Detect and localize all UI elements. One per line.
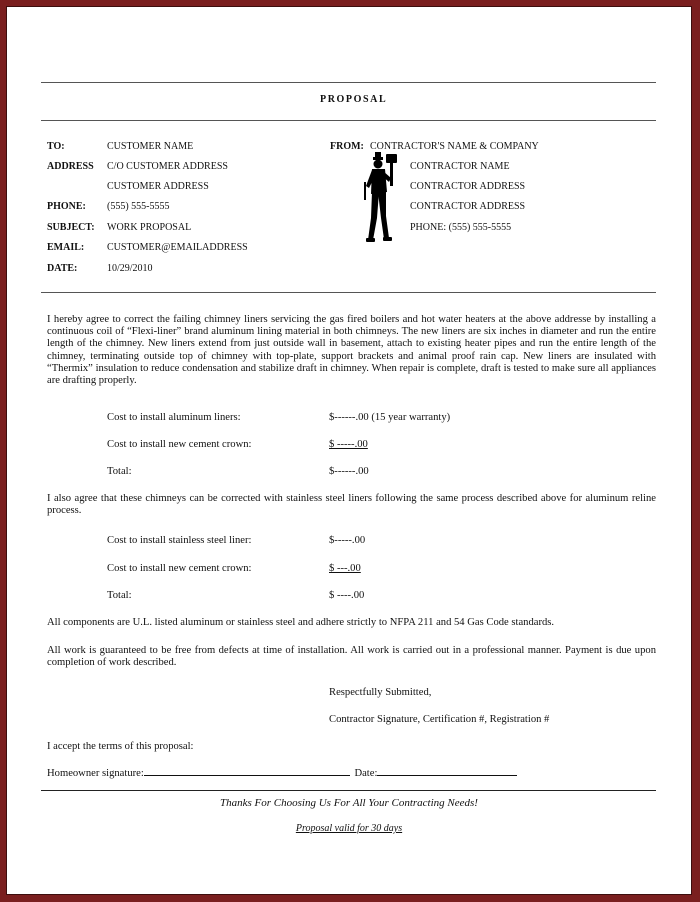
cost2-amount-2: $ ----.00 [329,590,365,601]
cost1-label-1: Cost to install new cement crown: [107,439,252,450]
phone-value: (555) 555-5555 [107,201,170,212]
subject-label: SUBJECT: [47,222,95,233]
header-rule [41,292,656,293]
top-rule [41,82,656,83]
date-value: 10/29/2010 [107,263,153,274]
contractor-signature-line: Contractor Signature, Certification #, Registration # [329,714,550,725]
paragraph-3: All components are U.L. listed aluminum or stainless steel and adhere strictly to NFPA 211 and 54 Gas Code standards. [47,617,555,628]
homeowner-signature-label: Homeowner signature: [47,768,144,779]
from-label: FROM: [330,141,364,152]
date-label: DATE: [47,263,78,274]
address-line1: C/O CUSTOMER ADDRESS [107,161,228,172]
homeowner-signature-field[interactable] [144,775,350,776]
cost2-label-1: Cost to install new cement crown: [107,563,252,574]
to-label: TO: [47,141,65,152]
footer-rule [41,790,656,791]
accept-text: I accept the terms of this proposal: [47,741,194,752]
cost1-amount-1: $ -----.00 [329,439,368,450]
validity-text: Proposal valid for 30 days [295,823,403,834]
cost2-label-0: Cost to install stainless steel liner: [107,535,252,546]
cost2-label-2: Total: [107,590,132,601]
cost2-amount-0: $-----.00 [329,535,366,546]
cost2-amount-1: $ ---.00 [329,563,361,574]
email-value: CUSTOMER@EMAILADDRESS [107,242,248,253]
address-line2: CUSTOMER ADDRESS [107,181,209,192]
to-value: CUSTOMER NAME [107,141,194,152]
cost1-amount-0: $------.00 (15 year warranty) [329,412,451,423]
cost1-label-2: Total: [107,466,132,477]
document-page [7,7,691,894]
phone-label: PHONE: [47,201,86,212]
closing-text: Respectfully Submitted, [329,687,432,698]
email-label: EMAIL: [47,242,85,253]
paragraph-4: All work is guaranteed to be free from defects at time of installation. All work is carried out in a professional manner. Payment is due upon completion of work described. [47,645,656,669]
document-title: PROPOSAL [320,94,388,105]
date-signature-field[interactable] [377,775,517,776]
contractor-address-1: CONTRACTOR ADDRESS [410,181,526,192]
contractor-phone: PHONE: (555) 555-5555 [410,222,512,233]
cost1-amount-2: $------.00 [329,466,369,477]
date-field-label: Date: [354,768,378,779]
paragraph-1: I hereby agree to correct the failing chimney liners servicing the gas fired boilers and hot water heaters at the above addresse by installing a continuous coil of “Flexi-liner” brand aluminum lining material in both chimneys. The new liners are six inches in diameter and run the entire length of the chimney. New liners extend from just outside wall in basement, attach to existing heater pipes and run the entire length of the chimney, terminating outside top of chimney with top-plate, support brackets and animal proof rain cap. New liners are insulated with “Thermix” insulation to reduce condensation and stabilize draft in chimney. When repair is complete, draft is tested to make sure all appliances are drafting properly. [47,314,656,387]
title-rule [41,120,656,121]
chimney-sweep-silhouette-icon [359,152,405,244]
homeowner-signature-row [47,768,517,779]
thanks-text: Thanks For Choosing Us For All Your Contracting Needs! [220,797,478,809]
from-company: CONTRACTOR'S NAME & COMPANY [370,141,539,152]
contractor-name: CONTRACTOR NAME [410,161,510,172]
cost1-label-0: Cost to install aluminum liners: [107,412,241,423]
contractor-address-2: CONTRACTOR ADDRESS [410,201,526,212]
subject-value: WORK PROPOSAL [107,222,192,233]
paragraph-2: I also agree that these chimneys can be corrected with stainless steel liners following the same process described above for aluminum reline process. [47,493,656,517]
address-label: ADDRESS [47,161,94,172]
